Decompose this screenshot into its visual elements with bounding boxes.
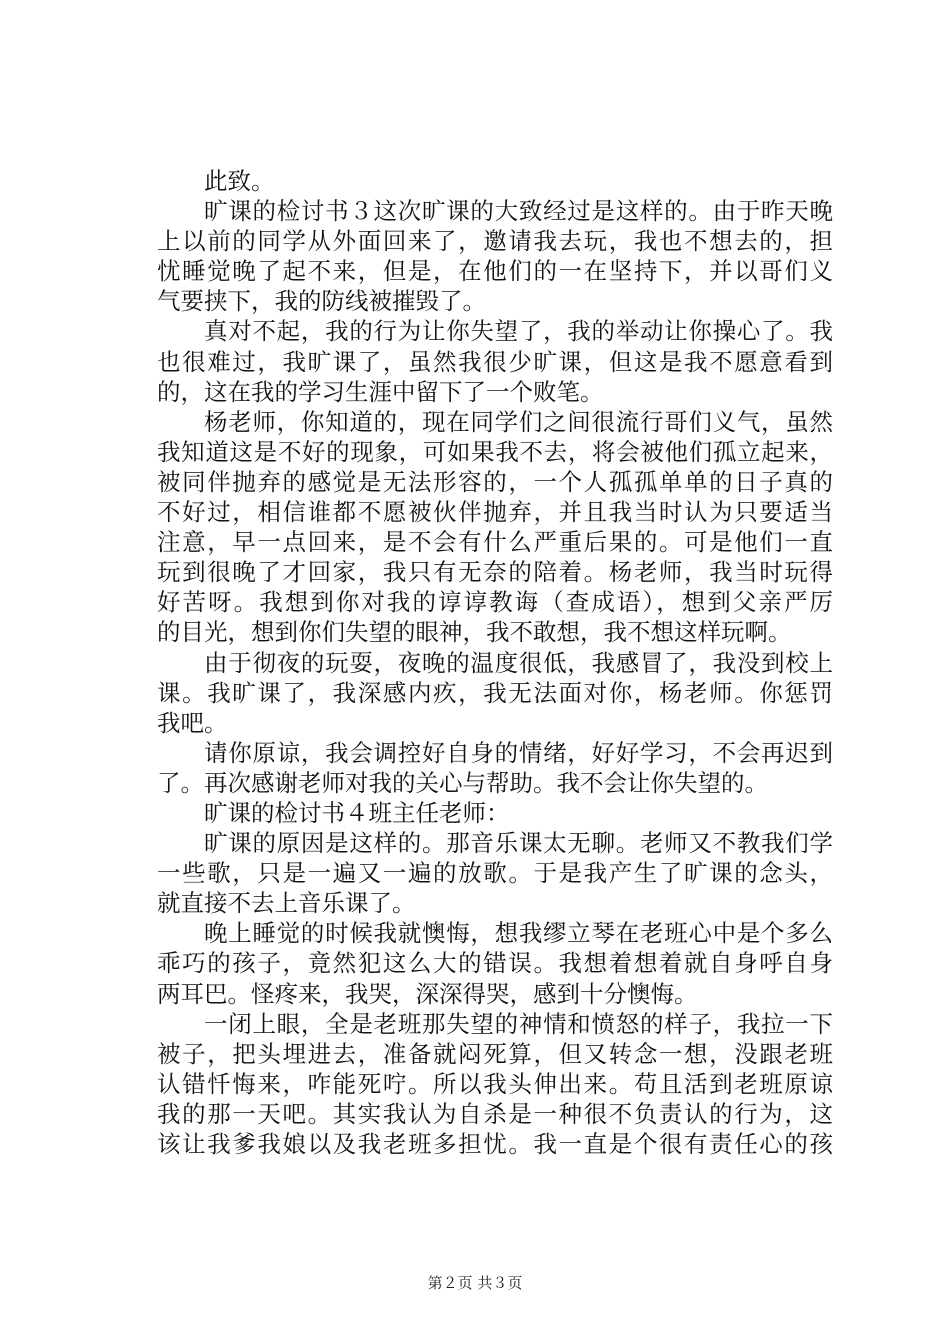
text-line: 好苦呀。我想到你对我的谆谆教诲（查成语），想到父亲严厉 [157,588,833,617]
text-line: 也很难过，我旷课了，虽然我很少旷课，但这是我不愿意看到 [157,347,833,376]
text-line: 课。我旷课了，我深感内疚，我无法面对你，杨老师。你惩罚 [157,678,833,707]
text-line: 乖巧的孩子，竟然犯这么大的错误。我想着想着就自身呼自身 [157,949,833,978]
text-line: 被子，把头埋进去，准备就闷死算，但又转念一想，没跟老班 [157,1039,833,1068]
closing-line: 此致。 [204,167,275,195]
section-heading: 旷课的检讨书４班主任老师： [204,798,510,827]
text-line: 一闭上眼，全是老班那失望的神情和愤怒的样子，我拉一下 [204,1009,833,1038]
text-line: 的目光，想到你们失望的眼神，我不敢想，我不想这样玩啊。 [157,618,792,647]
text-line: 该让我爹我娘以及我老班多担忧。我一直是个很有责任心的孩 [157,1130,833,1158]
text-line: 由于彻夜的玩耍，夜晚的温度很低，我感冒了，我没到校上 [204,648,833,677]
text-line: 我吧。 [157,708,228,737]
page-number-footer: 第２页 共３页 [427,1274,523,1292]
text-line: 一些歌，只是一遍又一遍的放歌。于是我产生了旷课的念头， [157,859,833,888]
text-line: 晚上睡觉的时候我就懊悔，想我缪立琴在老班心中是个多么 [204,919,833,948]
text-line: 旷课的检讨书３这次旷课的大致经过是这样的。由于昨天晚 [204,197,833,226]
text-line: 了。再次感谢老师对我的关心与帮助。我不会让你失望的。 [157,768,768,797]
text-line: 注意，早一点回来，是不会有什么严重后果的。可是他们一直 [157,528,833,557]
text-line: 旷课的原因是这样的。那音乐课太无聊。老师又不教我们学 [204,829,833,858]
text-line: 玩到很晚了才回家，我只有无奈的陪着。杨老师，我当时玩得 [157,558,833,587]
text-line: 认错忏悔来，咋能死咛。所以我头伸出来。苟且活到老班原谅 [157,1069,833,1098]
text-line: 杨老师，你知道的，现在同学们之间很流行哥们义气，虽然 [204,407,833,436]
text-line: 的，这在我的学习生涯中留下了一个败笔。 [157,377,604,406]
text-line: 两耳巴。怪疼来，我哭，深深得哭，感到十分懊悔。 [157,979,698,1008]
text-line: 我的那一天吧。其实我认为自杀是一种很不负责认的行为，这 [157,1099,833,1128]
text-line: 气要挟下，我的防线被摧毁了。 [157,287,486,316]
text-line: 真对不起，我的行为让你失望了，我的举动让你操心了。我 [204,317,833,346]
text-line: 忧睡觉晚了起不来，但是，在他们的一在坚持下，并以哥们义 [157,257,833,286]
text-line: 被同伴抛弃的感觉是无法形容的，一个人孤孤单单的日子真的 [157,467,833,496]
text-line: 上以前的同学从外面回来了，邀请我去玩，我也不想去的，担 [157,227,833,256]
document-body [157,166,833,1159]
text-line: 就直接不去上音乐课了。 [157,889,416,918]
text-line: 我知道这是不好的现象，可如果我不去，将会被他们孤立起来， [157,437,833,466]
text-line: 不好过，相信谁都不愿被伙伴抛弃，并且我当时认为只要适当 [157,498,833,527]
text-line: 请你原谅，我会调控好自身的情绪，好好学习，不会再迟到 [204,738,833,767]
